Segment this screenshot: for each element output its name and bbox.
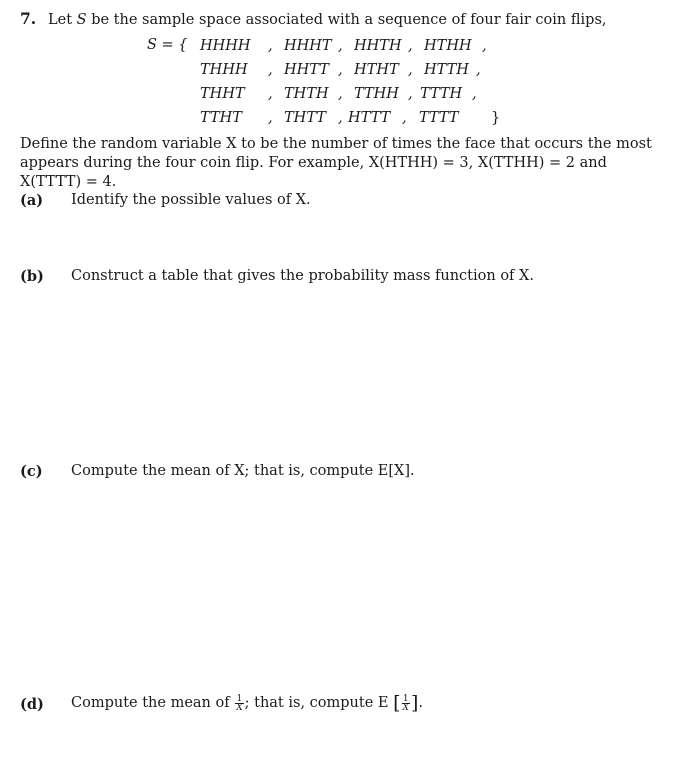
comma: , — [338, 38, 343, 54]
outcome: HHHH — [200, 38, 251, 54]
part-a-label: (a) — [20, 192, 44, 209]
comma: , — [476, 62, 481, 78]
part-d-label: (d) — [20, 696, 44, 713]
intro-suffix: be the sample space associated with a sequence of four fair coin flips, — [91, 12, 607, 28]
comma: , — [402, 110, 407, 126]
outcome: HTHT — [354, 62, 399, 78]
definition-line-2: appears during the four coin flip. For example, X(HTHH) = 3, X(TTHH) = 2 and — [20, 155, 607, 171]
fraction-one-over-x — [235, 695, 243, 712]
definition-line-3: X(TTTT) = 4. — [20, 174, 117, 190]
fraction-denominator: X — [402, 702, 409, 713]
intro-variable: S — [76, 12, 87, 28]
set-lhs: S = { — [147, 37, 188, 53]
fraction-numerator: 1 — [402, 693, 409, 704]
set-close: } — [491, 110, 501, 126]
part-c-label: (c) — [20, 463, 43, 480]
definition-line-1: Define the random variable X to be the number of times the face that occurs the most — [20, 136, 652, 152]
comma: , — [408, 62, 413, 78]
intro-prefix: Let — [48, 12, 73, 28]
comma: , — [338, 62, 343, 78]
outcome: THHT — [200, 86, 245, 102]
comma: , — [268, 86, 273, 102]
outcome: THTH — [284, 86, 329, 102]
outcome: HHTT — [284, 62, 329, 78]
fraction-denominator: X — [236, 702, 243, 713]
outcome: HHHT — [284, 38, 332, 54]
comma: , — [338, 86, 343, 102]
part-a-text: Identify the possible values of X. — [71, 192, 311, 208]
outcome: TTTT — [419, 110, 459, 126]
fraction-numerator: 1 — [236, 693, 243, 704]
comma: , — [472, 86, 477, 102]
problem-intro — [48, 12, 607, 28]
part-d-text-after: . — [418, 695, 423, 711]
part-b-label: (b) — [20, 268, 44, 285]
outcome: HHTH — [354, 38, 402, 54]
comma: , — [408, 38, 413, 54]
comma: , — [482, 38, 487, 54]
outcome: HTTT — [348, 110, 391, 126]
outcome: TTTH — [420, 86, 463, 102]
outcome: HTTH — [424, 62, 469, 78]
comma: , — [268, 38, 273, 54]
part-d-text-before: Compute the mean of — [71, 695, 230, 711]
problem-number: 7. — [20, 9, 37, 28]
outcome: THHH — [200, 62, 248, 78]
part-d-text-middle: ; that is, compute E — [244, 695, 389, 711]
outcome: THTT — [284, 110, 326, 126]
left-bracket: [ — [393, 692, 401, 714]
part-b-text: Construct a table that gives the probability mass function of X. — [71, 268, 534, 284]
comma: , — [268, 62, 273, 78]
part-d-text — [71, 692, 423, 714]
part-c-text: Compute the mean of X; that is, compute E[X]. — [71, 463, 415, 479]
outcome: TTHT — [200, 110, 242, 126]
outcome: HTHH — [424, 38, 472, 54]
right-bracket: ] — [410, 692, 419, 714]
comma: , — [338, 110, 343, 126]
comma: , — [268, 110, 273, 126]
outcome: TTHH — [354, 86, 399, 102]
comma: , — [408, 86, 413, 102]
fraction-one-over-x-expectation — [402, 695, 410, 712]
